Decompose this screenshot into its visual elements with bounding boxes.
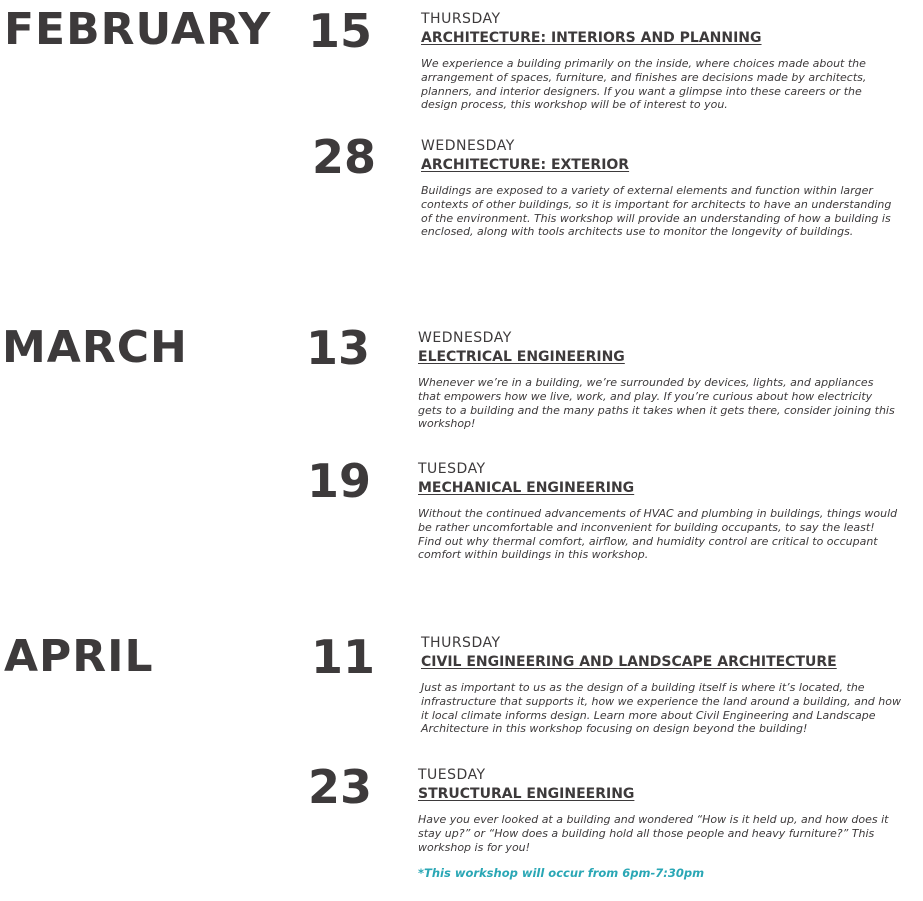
- event-title-link[interactable]: ARCHITECTURE: EXTERIOR: [421, 157, 630, 173]
- event-entry: [421, 11, 901, 112]
- event-day-number: 11: [311, 630, 376, 684]
- event-day-number: 19: [307, 454, 372, 508]
- event-title-link[interactable]: STRUCTURAL ENGINEERING: [418, 786, 635, 802]
- event-title-link[interactable]: CIVIL ENGINEERING AND LANDSCAPE ARCHITECTURE: [421, 654, 837, 670]
- event-description: We experience a building primarily on the inside, where choices made about the arrangement of spaces, furniture, and finishes are decisions made by architects, planners, and interior designers. If you want a glimpse into these careers or the design process, this workshop will be of interest to you.: [421, 57, 867, 112]
- event-title-link[interactable]: MECHANICAL ENGINEERING: [418, 480, 635, 496]
- event-entry: [421, 138, 903, 239]
- event-description: Have you ever looked at a building and wondered “How is it held up, and how does it stay up?” or “How does a building hold all those people and heavy furniture?” This workshop is for you!: [418, 813, 889, 854]
- event-weekday: TUESDAY: [418, 767, 486, 783]
- event-weekday: WEDNESDAY: [421, 138, 515, 154]
- event-entry: [418, 330, 898, 431]
- event-weekday: TUESDAY: [418, 461, 486, 477]
- event-description: Without the continued advancements of HVAC and plumbing in buildings, things would be rather uncomfortable and inconvenient for building occupants, to say the least! Find out why thermal comfort, airflow, and humidity control are critical to occupant comfort within buildings in this workshop.: [418, 507, 898, 562]
- month-heading-march: MARCH: [2, 322, 188, 373]
- event-day-number: 15: [308, 4, 373, 58]
- event-title-link[interactable]: ELECTRICAL ENGINEERING: [418, 349, 625, 365]
- event-weekday: WEDNESDAY: [418, 330, 512, 346]
- event-title-link[interactable]: ARCHITECTURE: INTERIORS AND PLANNING: [421, 30, 762, 46]
- month-heading-february: FEBRUARY: [4, 4, 272, 55]
- month-heading-april: APRIL: [4, 631, 154, 682]
- event-description: Whenever we’re in a building, we’re surrounded by devices, lights, and appliances that empowers how we live, work, and play. If you’re curious about how electricity gets to a building and the many paths it takes when it gets there, consider joining this workshop!: [418, 376, 895, 431]
- event-weekday: THURSDAY: [421, 635, 501, 651]
- event-description: Just as important to us as the design of a building itself is where it’s located, the infrastructure that supports it, how we experience the land around a building, and how it local climate informs design. Learn more about Civil Engineering and Landscape Architecture in this workshop focusing on design beyond the building!: [421, 681, 901, 736]
- event-day-number: 13: [306, 321, 371, 375]
- event-time-note: *This workshop will occur from 6pm-7:30pm: [418, 866, 705, 881]
- event-entry: [418, 461, 898, 562]
- event-entry: [418, 767, 898, 880]
- event-description: Buildings are exposed to a variety of external elements and function within larger contexts of other buildings, so it is important for architects to have an understanding of the environment. This workshop will provide an understanding of how a building is enclosed, along with tools architects use to monitor the longevity of buildings.: [421, 184, 892, 239]
- event-entry: [421, 635, 903, 736]
- event-day-number: 28: [312, 130, 377, 184]
- event-day-number: 23: [308, 760, 373, 814]
- event-weekday: THURSDAY: [421, 11, 501, 27]
